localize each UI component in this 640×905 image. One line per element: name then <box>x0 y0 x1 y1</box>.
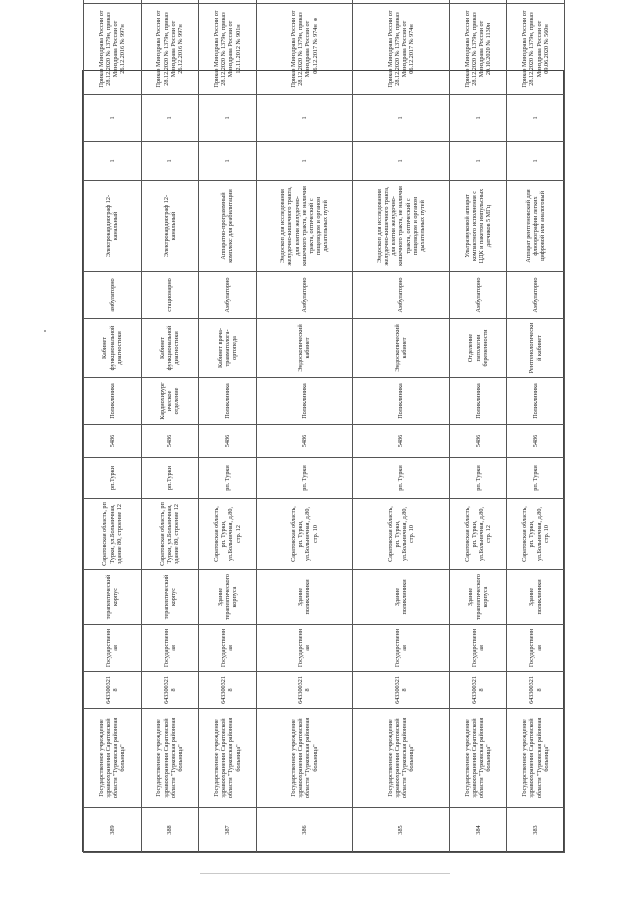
cell-qty1: 1 <box>449 142 507 181</box>
cell-care: амбулаторно <box>84 272 142 319</box>
cell-inn: 6433003218 <box>256 672 353 709</box>
cell-dept: Эндоскопический кабинет <box>353 319 450 378</box>
cell-locality: рп. Турки <box>256 458 353 499</box>
scan-speck <box>314 18 317 21</box>
cell-date <box>256 0 353 4</box>
cell-clinic: Поликлиника <box>507 378 565 425</box>
cell-clinic: Поликлиника <box>353 378 450 425</box>
cell-locality: рп.Турки <box>141 458 199 499</box>
cell-id: 385 <box>353 808 450 853</box>
cell-id: 389 <box>84 808 142 853</box>
cell-locality: рп. Турки <box>353 458 450 499</box>
cell-ownership: Государственная <box>353 625 450 672</box>
page-footer-line <box>200 873 450 874</box>
cell-clinic: Поликлиника <box>84 378 142 425</box>
table-row <box>353 0 450 853</box>
cell-clinic: Поликлиника <box>256 378 353 425</box>
rotated-table-wrapper <box>83 10 565 853</box>
cell-device: Ультразвуковой аппарат компактного исполнения с ЦДК и пакетом импульсных датчиков 5 МГц <box>449 181 507 272</box>
cell-id: 384 <box>449 808 507 853</box>
cell-order: Приказ Минздрава России от 28.12.2020 № 1379н, приказ Минздрава России от 09.06.2020 № 560н <box>507 4 565 95</box>
cell-building: терапевтический корпус <box>84 570 142 625</box>
cell-building: терапевтический корпус <box>141 570 199 625</box>
cell-address: Саратовская область, рп. Турки, ул.Больничная, д.80, стр. 10 <box>256 499 353 570</box>
cell-date <box>353 0 450 4</box>
cell-inn: 6433003218 <box>84 672 142 709</box>
cell-device: Аппарат рентгеновский для флюорографии легких цифровой или аналоговый <box>507 181 565 272</box>
cell-qty2: 1 <box>449 95 507 142</box>
cell-org: Государственное учреждение здравоохранения Саратовской области "Турковская районная больница" <box>199 709 257 808</box>
cell-device: Эндоскоп для исследования желудочно-кишечного тракта, для взятия желудочно-кишечного тракта, не наличия тракта, оптический с пищеводом и органом дыхательных путей <box>256 181 353 272</box>
cell-qty1: 1 <box>507 142 565 181</box>
cell-locality: рп.Турки <box>84 458 142 499</box>
cell-clinic: Поликлиника <box>449 378 507 425</box>
cell-date <box>449 0 507 4</box>
cell-building: Здание поликлиники <box>507 570 565 625</box>
cell-code: 5486 <box>256 425 353 458</box>
cell-care: Амбулаторно <box>507 272 565 319</box>
cell-qty2: 1 <box>256 95 353 142</box>
cell-date <box>199 0 257 4</box>
cell-date <box>84 0 142 4</box>
cell-dept: Кабинет функциональной диагностики <box>84 319 142 378</box>
cell-qty1: 1 <box>256 142 353 181</box>
cell-ownership: Государственная <box>84 625 142 672</box>
cell-date <box>507 0 565 4</box>
cell-order: Приказ Минздрава России от 28.12.2020 № 1379н, приказ Минздрава России от 12.11.2012 № 901н <box>199 4 257 95</box>
cell-qty2: 1 <box>507 95 565 142</box>
cell-qty2: 1 <box>353 95 450 142</box>
cell-order: Приказ Минздрава России от 28.12.2020 № 1379н, приказ Минздрава России от 26.12.2016 № 997н <box>141 4 199 95</box>
cell-device: Аппаратно-программный комплекс для реабилитации <box>199 181 257 272</box>
cell-building: Здание поликлиники <box>353 570 450 625</box>
cell-qty2: 1 <box>141 95 199 142</box>
cell-address: Саратовская область, рп. Турки, ул.Больничная, д.80, стр. 12 <box>199 499 257 570</box>
table-row <box>449 0 507 853</box>
cell-building: Здание терапевтического корпуса <box>199 570 257 625</box>
cell-code: 5486 <box>449 425 507 458</box>
cell-qty1: 1 <box>84 142 142 181</box>
cell-address: Саратовская область, рп. Турки, ул.Больничная, д.80, стр. 10 <box>353 499 450 570</box>
cell-ownership: Государственная <box>141 625 199 672</box>
scan-speck <box>44 330 46 332</box>
cell-dept: Эндоскопический кабинет <box>256 319 353 378</box>
cell-qty1: 1 <box>199 142 257 181</box>
cell-device: Эндоскоп для исследования желудочно-кишечного тракта, для взятия желудочно-кишечного тракта, не наличия тракта, оптический с пищеводом и органом дыхательных путей <box>353 181 450 272</box>
cell-care: Амбулаторно <box>449 272 507 319</box>
cell-care: Амбулаторно <box>199 272 257 319</box>
cell-id: 388 <box>141 808 199 853</box>
cell-qty2: 1 <box>199 95 257 142</box>
cell-org: Государственное учреждение здравоохранения Саратовской области "Турковская районная больница" <box>141 709 199 808</box>
cell-address: Саратовская область, рп Турки, ул.Больничная, здание 80, строение 12 <box>84 499 142 570</box>
cell-code: 5486 <box>141 425 199 458</box>
cell-address: Саратовская область, рп. Турки, ул.Больничная, д.80, стр. 12 <box>449 499 507 570</box>
cell-qty1: 1 <box>141 142 199 181</box>
cell-locality: рп. Турки <box>449 458 507 499</box>
cell-device: Электрокардиограф 12-канальный <box>141 181 199 272</box>
cell-address: Саратовская область, рп. Турки, ул.Больничная, д.80, стр. 10 <box>507 499 565 570</box>
cell-inn: 6433003218 <box>353 672 450 709</box>
cell-device: Электрокардиограф 12-канальный <box>84 181 142 272</box>
cell-dept: Кабинет врача-травматолога-ортопеда <box>199 319 257 378</box>
cell-inn: 6433003218 <box>141 672 199 709</box>
cell-building: Здание поликлиники <box>256 570 353 625</box>
cell-qty1: 1 <box>353 142 450 181</box>
cell-inn: 6433003218 <box>507 672 565 709</box>
cell-ownership: Государственная <box>256 625 353 672</box>
cell-qty2: 1 <box>84 95 142 142</box>
cell-locality: рп. Турки <box>507 458 565 499</box>
cell-org: Государственное учреждение здравоохранения Саратовской области "Турковская районная больница" <box>449 709 507 808</box>
cell-address: Саратовская область, рп Турки, ул.Больничная, здание 80, строение 12 <box>141 499 199 570</box>
table-row <box>256 0 353 853</box>
cell-code: 5486 <box>84 425 142 458</box>
cell-order: Приказ Минздрава России от 28.12.2020 № 1379н, приказ Минздрава России от 06.12.2017 № 974н <box>256 4 353 95</box>
cell-code: 5486 <box>199 425 257 458</box>
cell-org: Государственное учреждение здравоохранения Саратовской области "Турковская районная больница" <box>353 709 450 808</box>
cell-order: Приказ Минздрава России от 28.12.2020 № 1379н, приказ Минздрава России от 06.12.2017 № 974н <box>353 4 450 95</box>
table-row <box>199 0 257 853</box>
table-row <box>507 0 565 853</box>
cell-care: Амбулаторно <box>353 272 450 319</box>
cell-id: 387 <box>199 808 257 853</box>
cell-org: Государственное учреждение здравоохранения Саратовской области "Турковская районная больница" <box>84 709 142 808</box>
cell-dept: Отделение патологии беременности <box>449 319 507 378</box>
cell-care: Амбулаторно <box>256 272 353 319</box>
cell-code: 5486 <box>507 425 565 458</box>
cell-inn: 6433003218 <box>199 672 257 709</box>
cell-ownership: Государственная <box>507 625 565 672</box>
table-row <box>141 0 199 853</box>
cell-id: 386 <box>256 808 353 853</box>
cell-org: Государственное учреждение здравоохранения Саратовской области "Турковская районная больница" <box>256 709 353 808</box>
cell-ownership: Государственная <box>199 625 257 672</box>
document-page <box>82 10 564 852</box>
cell-ownership: Государственная <box>449 625 507 672</box>
cell-inn: 6433003218 <box>449 672 507 709</box>
cell-date <box>141 0 199 4</box>
cell-org: Государственное учреждение здравоохранения Саратовской области "Турковская районная больница" <box>507 709 565 808</box>
cell-dept: Кабинет функциональной диагностики <box>141 319 199 378</box>
table-row <box>84 0 142 853</box>
cell-order: Приказ Минздрава России от 28.12.2020 № 1379н, приказ Минздрава России от 26.12.2016 № 997н <box>84 4 142 95</box>
cell-order: Приказ Минздрава России от 28.12.2020 № 1379н, приказ Минздрава России от 20.10.2020 № 1130н <box>449 4 507 95</box>
cell-building: Здание терапевтического корпуса <box>449 570 507 625</box>
cell-locality: рп. Турки <box>199 458 257 499</box>
cell-clinic: Поликлиника <box>199 378 257 425</box>
cell-dept: Рентгенологический кабинет <box>507 319 565 378</box>
equipment-table <box>83 0 565 853</box>
cell-clinic: Кардиохирургическое отделение <box>141 378 199 425</box>
cell-care: стационарно <box>141 272 199 319</box>
cell-code: 5486 <box>353 425 450 458</box>
cell-id: 383 <box>507 808 565 853</box>
